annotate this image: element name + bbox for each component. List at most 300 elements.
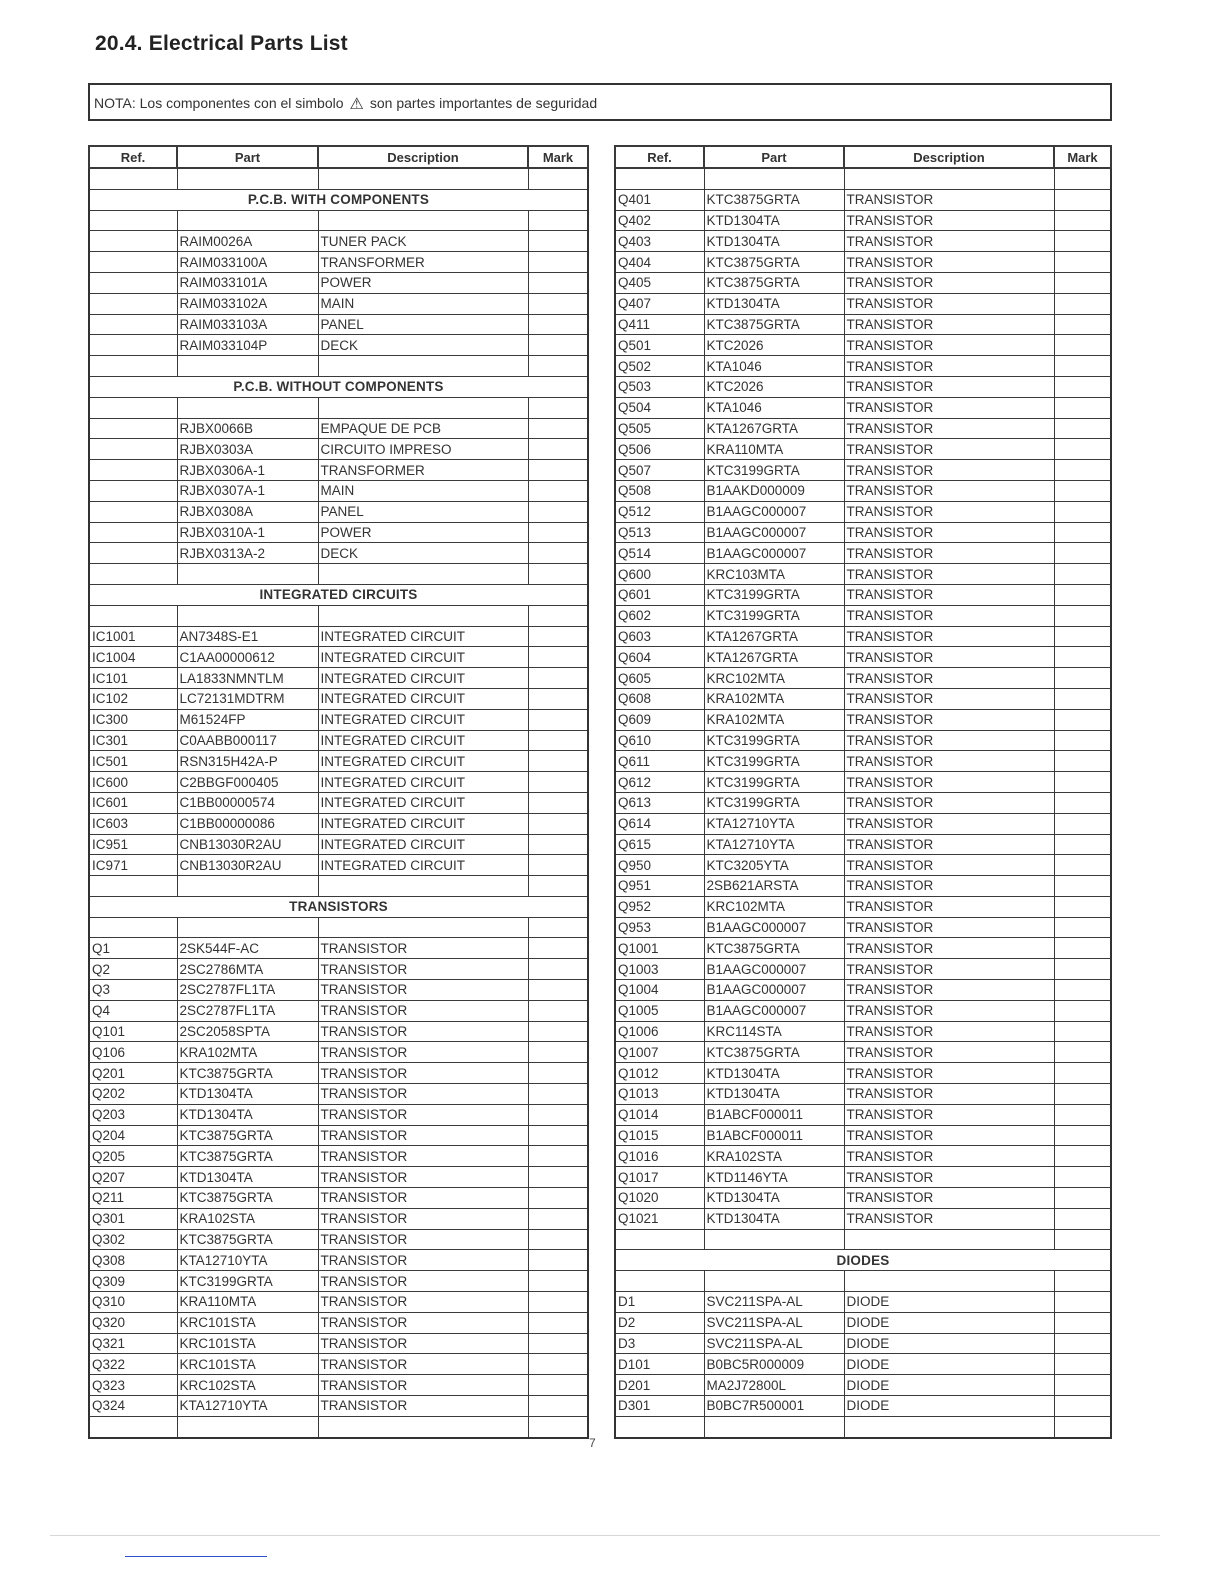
description-cell: INTEGRATED CIRCUIT xyxy=(318,751,528,772)
mark-cell xyxy=(1054,376,1111,397)
mark-cell xyxy=(528,959,588,980)
part-cell: KRA110MTA xyxy=(704,439,844,460)
description-cell: TRANSISTOR xyxy=(844,668,1054,689)
description-cell: DIODE xyxy=(844,1354,1054,1375)
empty-cell xyxy=(1054,1229,1111,1250)
mark-cell xyxy=(1054,876,1111,897)
table-row xyxy=(89,543,588,564)
section-title: P.C.B. WITHOUT COMPONENTS xyxy=(89,376,588,397)
empty-cell xyxy=(89,876,177,897)
part-cell: KRC101STA xyxy=(177,1312,318,1333)
part-cell: B1ABCF000011 xyxy=(704,1125,844,1146)
ref-cell: Q402 xyxy=(615,210,704,231)
ref-cell: IC501 xyxy=(89,751,177,772)
mark-cell xyxy=(528,813,588,834)
section-title: P.C.B. WITH COMPONENTS xyxy=(89,189,588,210)
ref-cell: Q1003 xyxy=(615,959,704,980)
part-cell: KTC3875GRTA xyxy=(177,1125,318,1146)
ref-cell: Q322 xyxy=(89,1354,177,1375)
section-header-row xyxy=(615,1250,1111,1271)
description-cell: TRANSISTOR xyxy=(844,1188,1054,1209)
ref-cell: IC102 xyxy=(89,688,177,709)
part-cell: B0BC5R000009 xyxy=(704,1354,844,1375)
empty-cell xyxy=(318,397,528,418)
part-cell: KTC3205YTA xyxy=(704,855,844,876)
empty-cell xyxy=(318,605,528,626)
ref-cell: IC1004 xyxy=(89,647,177,668)
mark-cell xyxy=(1054,1146,1111,1167)
ref-cell: Q953 xyxy=(615,917,704,938)
table-row xyxy=(615,1146,1111,1167)
table-row xyxy=(615,1042,1111,1063)
part-cell: RJBX0313A-2 xyxy=(177,543,318,564)
part-cell: KRA102STA xyxy=(177,1208,318,1229)
ref-cell: D1 xyxy=(615,1292,704,1313)
empty-cell xyxy=(89,1416,177,1437)
description-cell: TRANSISTOR xyxy=(844,314,1054,335)
empty-cell xyxy=(615,1229,704,1250)
empty-cell xyxy=(1054,1271,1111,1292)
description-cell: TRANSISTOR xyxy=(318,1208,528,1229)
table-row xyxy=(615,231,1111,252)
part-cell: KTC3875GRTA xyxy=(177,1188,318,1209)
ref-cell: Q609 xyxy=(615,709,704,730)
footer-divider xyxy=(50,1535,1160,1536)
ref-cell xyxy=(89,418,177,439)
table-row xyxy=(89,293,588,314)
empty-cell xyxy=(844,1416,1054,1437)
table-row xyxy=(89,439,588,460)
description-cell: MAIN xyxy=(318,480,528,501)
ref-cell: Q204 xyxy=(89,1125,177,1146)
table-row xyxy=(615,896,1111,917)
ref-cell: Q1013 xyxy=(615,1084,704,1105)
notice-text-before: NOTA: Los componentes con el simbolo xyxy=(94,95,344,111)
section-title: INTEGRATED CIRCUITS xyxy=(89,584,588,605)
table-row xyxy=(615,980,1111,1001)
empty-cell xyxy=(177,210,318,231)
empty-cell xyxy=(704,168,844,189)
part-cell: MA2J72800L xyxy=(704,1375,844,1396)
mark-cell xyxy=(528,834,588,855)
table-row xyxy=(615,1084,1111,1105)
ref-cell: Q601 xyxy=(615,584,704,605)
blank-row xyxy=(615,168,1111,189)
description-cell: TRANSISTOR xyxy=(844,252,1054,273)
description-cell: INTEGRATED CIRCUIT xyxy=(318,772,528,793)
mark-cell xyxy=(528,938,588,959)
ref-cell: Q321 xyxy=(89,1333,177,1354)
mark-cell xyxy=(1054,1208,1111,1229)
mark-cell xyxy=(528,1354,588,1375)
section-title: DIODES xyxy=(615,1250,1111,1271)
table-row xyxy=(615,1208,1111,1229)
table-row xyxy=(615,543,1111,564)
blank-row xyxy=(89,917,588,938)
description-cell: TRANSISTOR xyxy=(844,938,1054,959)
column-header-part: Part xyxy=(704,146,844,168)
mark-cell xyxy=(1054,605,1111,626)
parts-table-right xyxy=(614,145,1112,1439)
blank-row xyxy=(615,1229,1111,1250)
mark-cell xyxy=(1054,688,1111,709)
mark-cell xyxy=(528,1229,588,1250)
description-cell: DIODE xyxy=(844,1292,1054,1313)
part-cell: KRC103MTA xyxy=(704,564,844,585)
mark-cell xyxy=(1054,1396,1111,1417)
table-row xyxy=(615,460,1111,481)
mark-cell xyxy=(528,709,588,730)
description-cell: TRANSISTOR xyxy=(318,1250,528,1271)
ref-cell: Q1007 xyxy=(615,1042,704,1063)
ref-cell: IC101 xyxy=(89,668,177,689)
mark-cell xyxy=(1054,335,1111,356)
table-row xyxy=(615,356,1111,377)
empty-cell xyxy=(318,876,528,897)
empty-cell xyxy=(1054,1416,1111,1437)
part-cell: KTD1304TA xyxy=(177,1167,318,1188)
description-cell: TRANSISTOR xyxy=(844,605,1054,626)
part-cell: RJBX0066B xyxy=(177,418,318,439)
mark-cell xyxy=(528,1167,588,1188)
empty-cell xyxy=(844,1271,1054,1292)
table-row xyxy=(89,626,588,647)
empty-cell xyxy=(528,564,588,585)
description-cell: TRANSISTOR xyxy=(844,917,1054,938)
table-row xyxy=(615,1375,1111,1396)
description-cell: TRANSISTOR xyxy=(318,1396,528,1417)
table-row xyxy=(615,1063,1111,1084)
mark-cell xyxy=(528,1125,588,1146)
description-cell: TRANSISTOR xyxy=(844,855,1054,876)
mark-cell xyxy=(1054,272,1111,293)
empty-cell xyxy=(844,1229,1054,1250)
section-header-row xyxy=(89,189,588,210)
table-row xyxy=(615,314,1111,335)
table-row xyxy=(89,335,588,356)
table-row xyxy=(89,1250,588,1271)
ref-cell: Q106 xyxy=(89,1042,177,1063)
part-cell: KTC3199GRTA xyxy=(704,751,844,772)
table-row xyxy=(615,917,1111,938)
table-row xyxy=(89,1104,588,1125)
mark-cell xyxy=(1054,1125,1111,1146)
mark-cell xyxy=(1054,959,1111,980)
ref-cell: D101 xyxy=(615,1354,704,1375)
description-cell: TRANSISTOR xyxy=(318,1021,528,1042)
table-row xyxy=(89,1396,588,1417)
part-cell: KTD1304TA xyxy=(704,210,844,231)
table-row xyxy=(89,730,588,751)
ref-cell: Q615 xyxy=(615,834,704,855)
description-cell: TRANSISTOR xyxy=(318,1292,528,1313)
description-cell: INTEGRATED CIRCUIT xyxy=(318,688,528,709)
description-cell: TRANSISTOR xyxy=(844,1084,1054,1105)
blank-row xyxy=(89,397,588,418)
description-cell: TRANSISTOR xyxy=(844,1042,1054,1063)
description-cell: TRANSISTOR xyxy=(318,1333,528,1354)
empty-cell xyxy=(89,210,177,231)
description-cell: TRANSISTOR xyxy=(318,1125,528,1146)
ref-cell xyxy=(89,293,177,314)
table-row xyxy=(615,376,1111,397)
part-cell: KRC114STA xyxy=(704,1021,844,1042)
ref-cell: Q952 xyxy=(615,896,704,917)
mark-cell xyxy=(528,855,588,876)
part-cell: 2SB621ARSTA xyxy=(704,876,844,897)
mark-cell xyxy=(1054,855,1111,876)
mark-cell xyxy=(528,1188,588,1209)
part-cell: SVC211SPA-AL xyxy=(704,1292,844,1313)
table-row xyxy=(615,1312,1111,1333)
description-cell: TRANSISTOR xyxy=(844,709,1054,730)
part-cell: RAIM0026A xyxy=(177,231,318,252)
description-cell: TRANSISTOR xyxy=(318,1312,528,1333)
mark-cell xyxy=(1054,896,1111,917)
table-row xyxy=(89,834,588,855)
ref-cell xyxy=(89,335,177,356)
mark-cell xyxy=(528,335,588,356)
part-cell: KTC3199GRTA xyxy=(704,584,844,605)
mark-cell xyxy=(528,1396,588,1417)
part-cell: B0BC7R500001 xyxy=(704,1396,844,1417)
part-cell: KTC3199GRTA xyxy=(704,772,844,793)
part-cell: KTD1304TA xyxy=(704,1188,844,1209)
description-cell: TRANSISTOR xyxy=(318,980,528,1001)
description-cell: TRANSISTOR xyxy=(844,813,1054,834)
mark-cell xyxy=(1054,584,1111,605)
description-cell: TRANSISTOR xyxy=(844,792,1054,813)
ref-cell: Q1 xyxy=(89,938,177,959)
description-cell: TRANSISTOR xyxy=(844,376,1054,397)
ref-cell: Q101 xyxy=(89,1021,177,1042)
description-cell: INTEGRATED CIRCUIT xyxy=(318,709,528,730)
description-cell: PANEL xyxy=(318,501,528,522)
mark-cell xyxy=(528,439,588,460)
empty-cell xyxy=(318,564,528,585)
description-cell: TRANSISTOR xyxy=(318,1229,528,1250)
empty-cell xyxy=(89,397,177,418)
mark-cell xyxy=(1054,1104,1111,1125)
table-row xyxy=(89,272,588,293)
empty-cell xyxy=(318,356,528,377)
mark-cell xyxy=(1054,480,1111,501)
ref-cell: Q950 xyxy=(615,855,704,876)
empty-cell xyxy=(177,876,318,897)
ref-cell: Q401 xyxy=(615,189,704,210)
table-row xyxy=(89,938,588,959)
mark-cell xyxy=(1054,1312,1111,1333)
column-header-ref: Ref. xyxy=(615,146,704,168)
part-cell: KRC101STA xyxy=(177,1354,318,1375)
mark-cell xyxy=(1054,397,1111,418)
ref-cell xyxy=(89,439,177,460)
mark-cell xyxy=(528,980,588,1001)
mark-cell xyxy=(528,460,588,481)
description-cell: TRANSISTOR xyxy=(844,210,1054,231)
ref-cell: Q2 xyxy=(89,959,177,980)
mark-cell xyxy=(528,1333,588,1354)
mark-cell xyxy=(1054,917,1111,938)
table-row xyxy=(89,418,588,439)
table-row xyxy=(615,418,1111,439)
part-cell: C1AA00000612 xyxy=(177,647,318,668)
mark-cell xyxy=(528,1021,588,1042)
part-cell: KTA1046 xyxy=(704,397,844,418)
table-row xyxy=(615,1000,1111,1021)
table-row xyxy=(89,647,588,668)
mark-cell xyxy=(528,668,588,689)
table-row xyxy=(615,1125,1111,1146)
part-cell: RJBX0308A xyxy=(177,501,318,522)
part-cell: KTA12710YTA xyxy=(704,813,844,834)
ref-cell: Q205 xyxy=(89,1146,177,1167)
part-cell: B1AAGC000007 xyxy=(704,522,844,543)
mark-cell xyxy=(528,1000,588,1021)
description-cell: TRANSFORMER xyxy=(318,460,528,481)
ref-cell: Q403 xyxy=(615,231,704,252)
ref-cell: Q614 xyxy=(615,813,704,834)
description-cell: INTEGRATED CIRCUIT xyxy=(318,647,528,668)
table-row xyxy=(615,1021,1111,1042)
part-cell: M61524FP xyxy=(177,709,318,730)
ref-cell: Q505 xyxy=(615,418,704,439)
table-row xyxy=(615,938,1111,959)
ref-cell: D201 xyxy=(615,1375,704,1396)
column-header-mark: Mark xyxy=(528,146,588,168)
part-cell: KTD1304TA xyxy=(704,1063,844,1084)
ref-cell: Q1012 xyxy=(615,1063,704,1084)
part-cell: RAIM033100A xyxy=(177,252,318,273)
mark-cell xyxy=(1054,772,1111,793)
description-cell: TRANSISTOR xyxy=(844,460,1054,481)
mark-cell xyxy=(528,792,588,813)
table-row xyxy=(89,772,588,793)
table-row xyxy=(615,1292,1111,1313)
part-cell: KTC3875GRTA xyxy=(704,314,844,335)
ref-cell: IC300 xyxy=(89,709,177,730)
ref-cell xyxy=(89,272,177,293)
table-row xyxy=(615,668,1111,689)
part-cell: KTC3875GRTA xyxy=(177,1146,318,1167)
footer-link-underline xyxy=(125,1556,267,1557)
description-cell: TRANSISTOR xyxy=(844,231,1054,252)
ref-cell: Q411 xyxy=(615,314,704,335)
part-cell: SVC211SPA-AL xyxy=(704,1312,844,1333)
table-row xyxy=(89,1292,588,1313)
description-cell: EMPAQUE DE PCB xyxy=(318,418,528,439)
empty-cell xyxy=(318,210,528,231)
empty-cell xyxy=(704,1416,844,1437)
part-cell: KRA110MTA xyxy=(177,1292,318,1313)
mark-cell xyxy=(528,293,588,314)
mark-cell xyxy=(528,1312,588,1333)
part-cell: KTC2026 xyxy=(704,335,844,356)
table-row xyxy=(89,1188,588,1209)
ref-cell: Q1014 xyxy=(615,1104,704,1125)
table-row xyxy=(615,959,1111,980)
mark-cell xyxy=(1054,252,1111,273)
table-row xyxy=(89,1146,588,1167)
description-cell: INTEGRATED CIRCUIT xyxy=(318,668,528,689)
blank-row xyxy=(615,1271,1111,1292)
table-row xyxy=(615,1396,1111,1417)
description-cell: TRANSISTOR xyxy=(844,1208,1054,1229)
blank-row xyxy=(89,168,588,189)
ref-cell xyxy=(89,252,177,273)
part-cell: RAIM033103A xyxy=(177,314,318,335)
ref-cell: Q508 xyxy=(615,480,704,501)
mark-cell xyxy=(1054,1354,1111,1375)
table-row xyxy=(615,522,1111,543)
table-row xyxy=(615,626,1111,647)
ref-cell: Q302 xyxy=(89,1229,177,1250)
ref-cell xyxy=(89,314,177,335)
ref-cell: Q605 xyxy=(615,668,704,689)
column-header-description: Description xyxy=(318,146,528,168)
ref-cell: Q1020 xyxy=(615,1188,704,1209)
empty-cell xyxy=(1054,168,1111,189)
ref-cell: Q203 xyxy=(89,1104,177,1125)
ref-cell: Q512 xyxy=(615,501,704,522)
mark-cell xyxy=(1054,439,1111,460)
mark-cell xyxy=(528,688,588,709)
part-cell: RSN315H42A-P xyxy=(177,751,318,772)
mark-cell xyxy=(1054,1188,1111,1209)
mark-cell xyxy=(1054,1063,1111,1084)
description-cell: TRANSISTOR xyxy=(318,1146,528,1167)
ref-cell: Q600 xyxy=(615,564,704,585)
part-cell: C1BB00000086 xyxy=(177,813,318,834)
ref-cell: Q951 xyxy=(615,876,704,897)
blank-row xyxy=(89,876,588,897)
mark-cell xyxy=(1054,792,1111,813)
empty-cell xyxy=(177,397,318,418)
description-cell: TRANSISTOR xyxy=(318,1063,528,1084)
ref-cell: Q1006 xyxy=(615,1021,704,1042)
column-header-ref: Ref. xyxy=(89,146,177,168)
table-row xyxy=(89,480,588,501)
description-cell: TRANSISTOR xyxy=(844,584,1054,605)
table-row xyxy=(615,1333,1111,1354)
notice-text-after: son partes importantes de seguridad xyxy=(369,95,598,111)
part-cell: 2SC2787FL1TA xyxy=(177,980,318,1001)
description-cell: INTEGRATED CIRCUIT xyxy=(318,792,528,813)
description-cell: DIODE xyxy=(844,1396,1054,1417)
table-row xyxy=(89,1000,588,1021)
description-cell: TRANSISTOR xyxy=(844,564,1054,585)
mark-cell xyxy=(1054,813,1111,834)
table-row xyxy=(89,1125,588,1146)
part-cell: B1AAGC000007 xyxy=(704,543,844,564)
description-cell: TRANSISTOR xyxy=(844,959,1054,980)
empty-cell xyxy=(177,564,318,585)
table-row xyxy=(615,480,1111,501)
part-cell: KTD1304TA xyxy=(704,293,844,314)
ref-cell xyxy=(89,522,177,543)
part-cell: KRC102STA xyxy=(177,1375,318,1396)
ref-cell: Q407 xyxy=(615,293,704,314)
ref-cell: IC603 xyxy=(89,813,177,834)
mark-cell xyxy=(528,1146,588,1167)
column-header-part: Part xyxy=(177,146,318,168)
table-row xyxy=(615,751,1111,772)
part-cell: RJBX0307A-1 xyxy=(177,480,318,501)
ref-cell: Q502 xyxy=(615,356,704,377)
table-row xyxy=(89,855,588,876)
part-cell: B1AAGC000007 xyxy=(704,501,844,522)
ref-cell: Q603 xyxy=(615,626,704,647)
